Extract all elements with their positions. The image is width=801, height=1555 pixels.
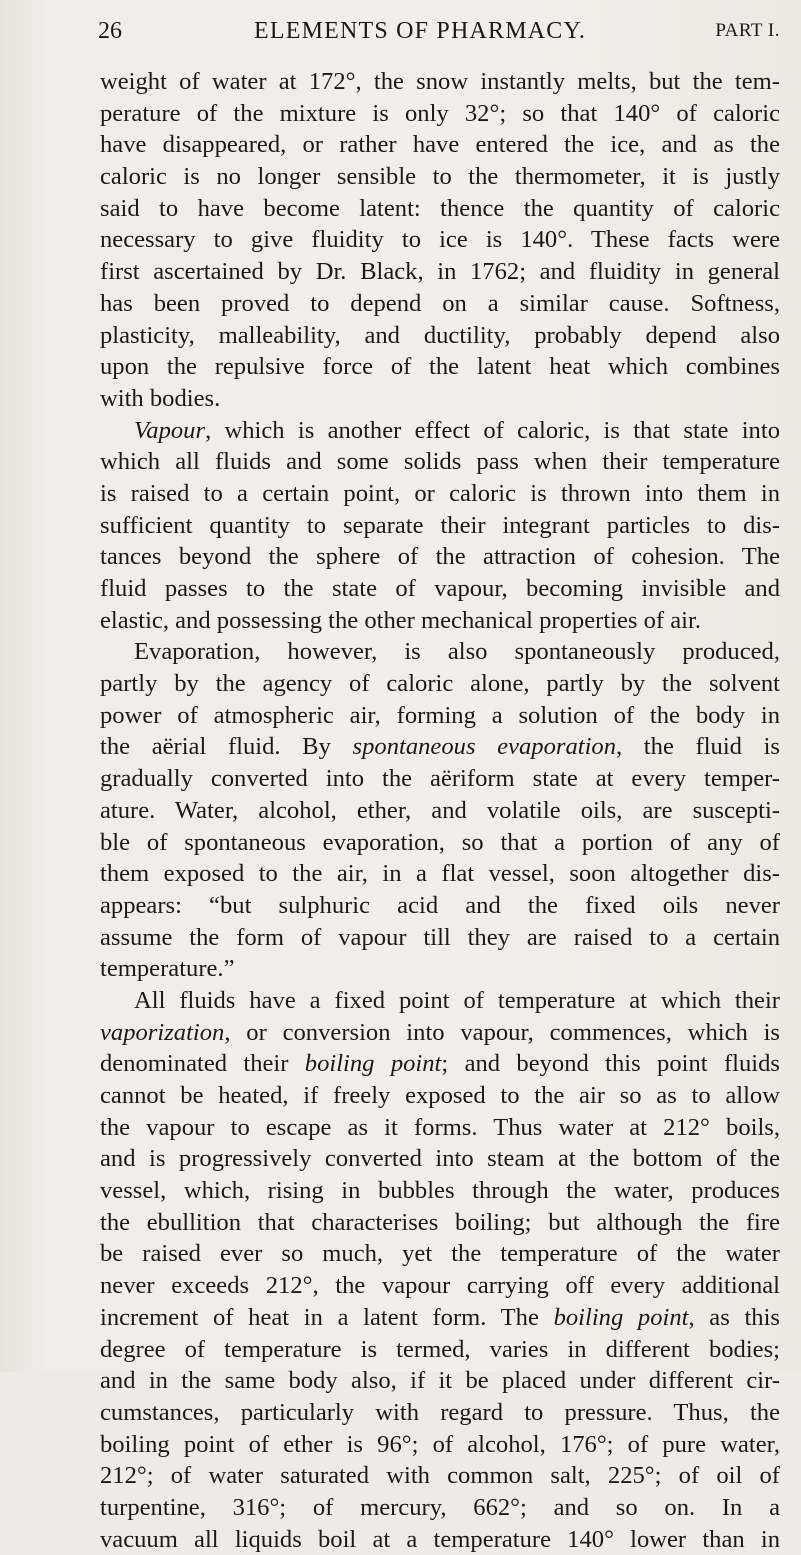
text-span: tances beyond the sphere of the attraction of cohesion. The bbox=[100, 543, 780, 571]
text-span: be raised ever so much, yet the temperature of the water bbox=[100, 1240, 780, 1268]
text-span: which all fluids and some solids pass when their temperature bbox=[100, 448, 780, 476]
text-span: the vapour to escape as it forms. Thus water at 212° boils, bbox=[100, 1113, 780, 1141]
text-line bbox=[100, 573, 780, 605]
text-line bbox=[100, 922, 780, 954]
text-line bbox=[100, 98, 780, 130]
text-line bbox=[100, 858, 780, 890]
text-line bbox=[100, 1017, 780, 1049]
text-span: caloric is no longer sensible to the thermometer, it is justly bbox=[100, 163, 780, 191]
text-line bbox=[100, 383, 780, 415]
italic-text: vaporization bbox=[100, 1018, 225, 1046]
text-span: have disappeared, or rather have entered the ice, and as the bbox=[100, 131, 780, 159]
text-line bbox=[100, 1270, 780, 1302]
text-span: plasticity, malleability, and ductility, probably depend also bbox=[100, 321, 780, 349]
text-span: gradually converted into the aëriform state at every temper- bbox=[100, 765, 780, 793]
text-span: cannot be heated, if freely exposed to the air so as to allow bbox=[100, 1082, 780, 1109]
text-line bbox=[100, 1397, 780, 1429]
text-line bbox=[100, 890, 780, 922]
text-line bbox=[100, 1334, 780, 1366]
part-label: PART I. bbox=[715, 20, 780, 41]
text-span: partly by the agency of caloric alone, partly by the solvent bbox=[100, 670, 780, 698]
text-span: increment of heat in a latent form. The bbox=[100, 1303, 554, 1331]
text-line bbox=[100, 1365, 780, 1397]
text-line bbox=[100, 351, 780, 383]
text-line bbox=[100, 415, 780, 447]
text-span: Evaporation, however, is also spontaneously produced, bbox=[134, 638, 780, 666]
text-line bbox=[100, 510, 780, 542]
text-span: degree of temperature is termed, varies in different bodies; bbox=[100, 1335, 780, 1363]
text-line bbox=[100, 1524, 780, 1555]
text-span: said to have become latent: thence the quantity of caloric bbox=[100, 194, 780, 222]
text-line bbox=[100, 763, 780, 795]
text-line bbox=[100, 1112, 780, 1144]
text-span: has been proved to depend on a similar cause. Softness, bbox=[100, 289, 780, 317]
text-span: perature of the mixture is only 32°; so that 140° of caloric bbox=[100, 99, 780, 127]
text-line bbox=[100, 605, 780, 637]
text-span: temperature.” bbox=[100, 955, 235, 983]
text-line bbox=[100, 224, 780, 256]
text-line bbox=[100, 1492, 780, 1524]
text-line bbox=[100, 953, 780, 985]
text-span: sufficient quantity to separate their integrant particles to dis- bbox=[100, 511, 780, 539]
text-span: ; and beyond this point fluids bbox=[441, 1050, 780, 1078]
text-span: vessel, which, rising in bubbles through the water, produces bbox=[100, 1177, 780, 1205]
running-title: ELEMENTS OF PHARMACY. bbox=[254, 18, 587, 44]
text-span: appears: “but sulphuric acid and the fixed oils never bbox=[100, 891, 780, 919]
text-span: with bodies. bbox=[100, 384, 221, 412]
text-span: power of atmospheric air, forming a solution of the body in bbox=[100, 701, 780, 729]
text-span: turpentine, 316°; of mercury, 662°; and so on. In a bbox=[100, 1493, 780, 1521]
text-span: weight of water at 172°, the snow instantly melts, but the tem- bbox=[100, 68, 780, 95]
text-line bbox=[100, 636, 780, 668]
text-line bbox=[100, 1302, 780, 1334]
italic-text: boiling point bbox=[553, 1303, 689, 1331]
text-span: denominated their bbox=[100, 1050, 305, 1078]
text-line bbox=[100, 827, 780, 859]
page-header bbox=[98, 14, 780, 48]
text-span: the aërial fluid. By bbox=[100, 733, 353, 761]
text-span: never exceeds 212°, the vapour carrying off every additional bbox=[100, 1272, 780, 1300]
text-line bbox=[100, 731, 780, 763]
text-line bbox=[100, 288, 780, 320]
text-span: 212°; of water saturated with common salt, 225°; of oil of bbox=[100, 1462, 780, 1490]
text-span: , as this bbox=[688, 1303, 780, 1331]
text-line bbox=[100, 1080, 780, 1112]
text-span: upon the repulsive force of the latent heat which combines bbox=[100, 353, 780, 381]
text-span: and is progressively converted into steam at the bottom of the bbox=[100, 1145, 780, 1173]
text-line bbox=[100, 1143, 780, 1175]
text-line bbox=[100, 1207, 780, 1239]
text-line bbox=[100, 1048, 780, 1080]
text-line bbox=[100, 320, 780, 352]
text-span: boiling point of ether is 96°; of alcohol, 176°; of pure water, bbox=[100, 1430, 780, 1458]
text-line bbox=[100, 193, 780, 225]
text-span: ature. Water, alcohol, ether, and volatile oils, are suscepti- bbox=[100, 796, 780, 824]
text-line bbox=[100, 1175, 780, 1207]
text-line bbox=[100, 478, 780, 510]
text-span: fluid passes to the state of vapour, becoming invisible and bbox=[100, 575, 780, 602]
text-span: necessary to give fluidity to ice is 140°. These facts were bbox=[100, 226, 780, 254]
text-span: , the fluid is bbox=[616, 733, 781, 761]
text-line bbox=[100, 985, 780, 1017]
text-span: , which is another effect of caloric, is that state into bbox=[205, 416, 780, 444]
text-line bbox=[100, 541, 780, 573]
text-line bbox=[100, 446, 780, 478]
text-line bbox=[100, 1460, 780, 1492]
text-span: and in the same body also, if it be placed under different cir- bbox=[100, 1367, 780, 1395]
text-span: vacuum all liquids boil at a temperature 140° lower than in bbox=[100, 1525, 780, 1553]
text-span: them exposed to the air, in a flat vessel, soon altogether dis- bbox=[100, 860, 780, 888]
italic-text: Vapour bbox=[134, 416, 206, 444]
text-line bbox=[100, 700, 780, 732]
text-span: is raised to a certain point, or caloric is thrown into them in bbox=[100, 479, 780, 507]
text-span: cumstances, particularly with regard to pressure. Thus, the bbox=[100, 1398, 780, 1426]
text-line bbox=[100, 1429, 780, 1461]
text-span: the ebullition that characterises boiling; but although the fire bbox=[100, 1208, 780, 1236]
text-span: elastic, and possessing the other mechanical properties of air. bbox=[100, 606, 701, 634]
text-span: first ascertained by Dr. Black, in 1762; and fluidity in general bbox=[100, 258, 780, 286]
text-line bbox=[100, 129, 780, 161]
page-number: 26 bbox=[98, 18, 122, 44]
text-span: ble of spontaneous evaporation, so that a portion of any of bbox=[100, 828, 780, 856]
text-span: assume the form of vapour till they are raised to a certain bbox=[100, 923, 780, 951]
text-span: All fluids have a fixed point of temperature at which their bbox=[134, 986, 780, 1014]
text-line bbox=[100, 66, 780, 98]
text-line bbox=[100, 256, 780, 288]
text-line bbox=[100, 1238, 780, 1270]
body-text bbox=[100, 66, 780, 1555]
text-line bbox=[100, 161, 780, 193]
text-line bbox=[100, 795, 780, 827]
text-span: , or conversion into vapour, commences, which is bbox=[224, 1018, 780, 1046]
italic-text: boiling point bbox=[304, 1050, 442, 1078]
text-line bbox=[100, 668, 780, 700]
italic-text: spontaneous evaporation bbox=[352, 733, 617, 761]
